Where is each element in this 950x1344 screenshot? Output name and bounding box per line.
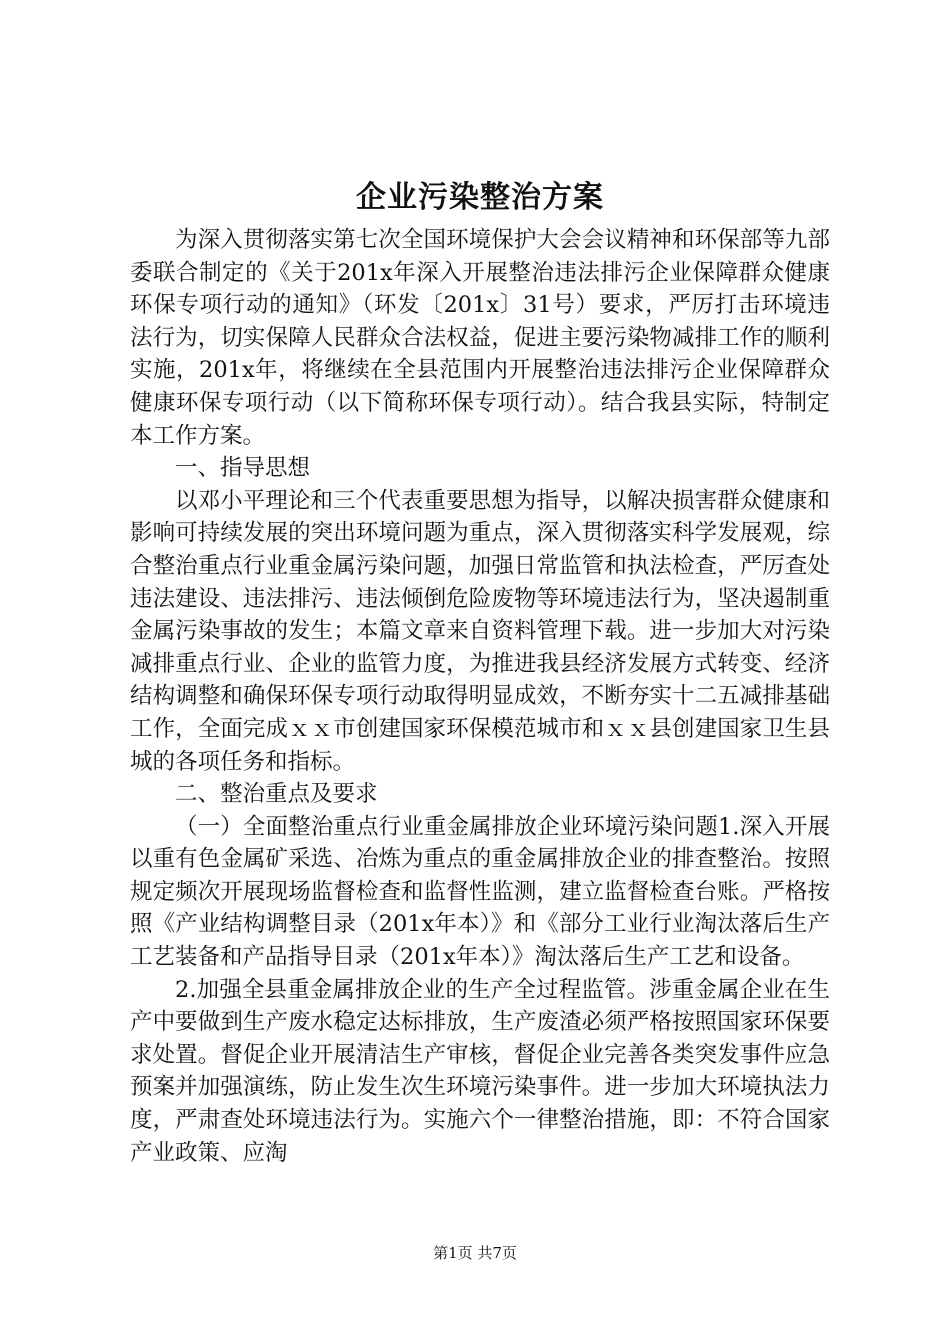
item-one-paragraph: （一）全面整治重点行业重金属排放企业环境污染问题1.深入开展以重有色金属矿采选、冶炼为重点的重金属排放企业的排查整治。按照规定频次开展现场监督检查和监督性监测，建立监督检查台账。严格按照《产业结构调整目录（201x年本）》和《部分工业行业淘汰落后生产工艺装备和产品指导目录（201x年本）》淘汰落后生产工艺和设备。	[130, 813, 830, 971]
document-page	[130, 178, 830, 1169]
section-heading-focus: 二、整治重点及要求	[175, 781, 378, 808]
guiding-paragraph: 以邓小平理论和三个代表重要思想为指导，以解决损害群众健康和影响可持续发展的突出环境问题为重点，深入贯彻落实科学发展观，综合整治重点行业重金属污染问题，加强日常监管和执法检查，严厉查处违法建设、违法排污、违法倾倒危险废物等环境违法行为，坚决遏制重金属污染事故的发生；本篇文章来自资料管理下载。进一步加大对污染减排重点行业、企业的监管力度，为推进我县经济发展方式转变、经济结构调整和确保环保专项行动取得明显成效，不断夯实十二五减排基础工作，全面完成ｘｘ市创建国家环保模范城市和ｘｘ县创建国家卫生县城的各项任务和指标。	[130, 487, 830, 775]
item-two-paragraph: 2.加强全县重金属排放企业的生产全过程监管。涉重金属企业在生产中要做到生产废水稳定达标排放，生产废渣必须严格按照国家环保要求处置。督促企业开展清洁生产审核，督促企业完善各类突发事件应急预案并加强演练，防止发生次生环境污染事件。进一步加大环境执法力度，严肃查处环境违法行为。实施六个一律整治措施，即：不符合国家产业政策、应淘	[130, 976, 830, 1166]
document-title: 企业污染整治方案	[356, 180, 604, 215]
intro-paragraph: 为深入贯彻落实第七次全国环境保护大会会议精神和环保部等九部委联合制定的《关于201x年深入开展整治违法排污企业保障群众健康环保专项行动的通知》（环发〔201x〕31号）要求，严厉打击环境违法行为，切实保障人民群众合法权益，促进主要污染物减排工作的顺利实施，201x年，将继续在全县范围内开展整治违法排污企业保障群众健康环保专项行动（以下简称环保专项行动）。结合我县实际，特制定本工作方案。	[130, 227, 830, 449]
page-footer: 第1页 共7页	[433, 1244, 517, 1262]
section-heading-guiding: 一、指导思想	[175, 455, 311, 482]
